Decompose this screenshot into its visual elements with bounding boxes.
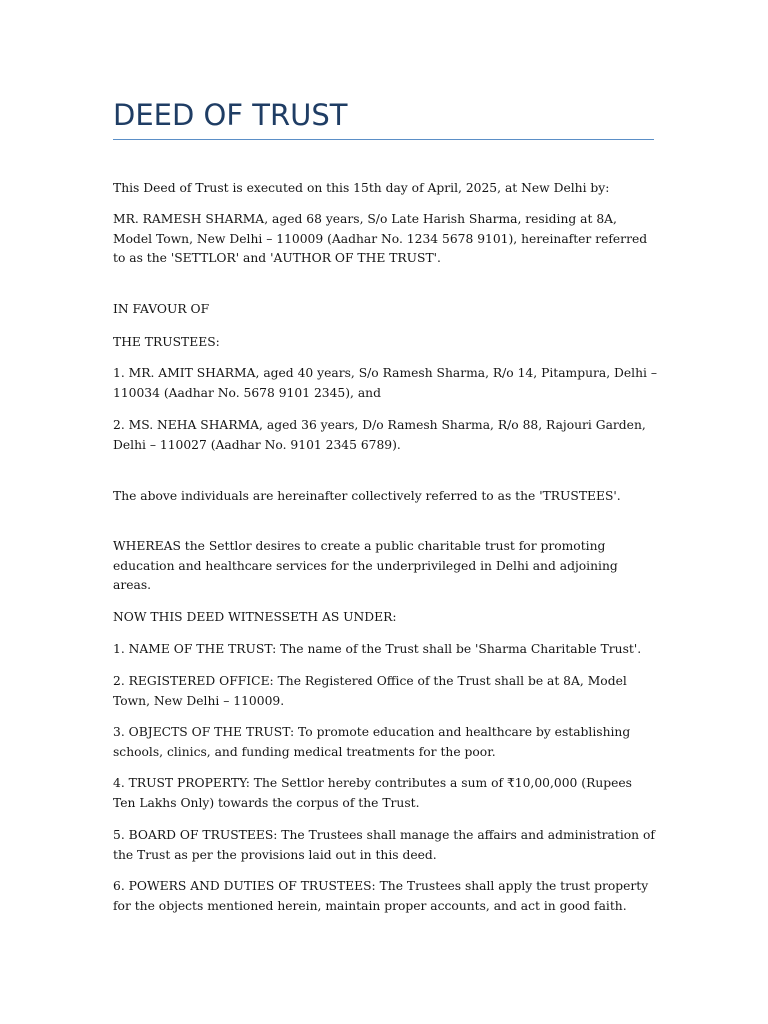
document-title: DEED OF TRUST (113, 98, 348, 132)
whereas-clause: WHEREAS the Settlor desires to create a public charitable trust for promoting education and healthcare services for the underprivileged in Delhi and adjoining areas. (113, 539, 618, 592)
execution-clause: This Deed of Trust is executed on this 15th day of April, 2025, at New Delhi by: (113, 181, 610, 195)
clause-registered-office: 2. REGISTERED OFFICE: The Registered Office of the Trust shall be at 8A, Model Town, New Delhi – 110009. (113, 674, 627, 708)
trustee-1-details: 1. MR. AMIT SHARMA, aged 40 years, S/o Ramesh Sharma, R/o 14, Pitampura, Delhi – 110034 (Aadhar No. 5678 9101 2345), and (113, 366, 658, 400)
title-divider (113, 139, 654, 140)
clause-trust-property: 4. TRUST PROPERTY: The Settlor hereby contributes a sum of ₹10,00,000 (Rupees Ten Lakhs Only) towards the corpus of the Trust. (113, 776, 632, 810)
in-favour-of: IN FAVOUR OF (113, 302, 210, 316)
clause-powers-and-duties: 6. POWERS AND DUTIES OF TRUSTEES: The Trustees shall apply the trust property for the objects mentioned herein, maintain proper accounts, and act in good faith. (113, 879, 649, 913)
clause-board-of-trustees: 5. BOARD OF TRUSTEES: The Trustees shall manage the affairs and administration of the Trust as per the provisions laid out in this deed. (113, 828, 655, 862)
settlor-details: MR. RAMESH SHARMA, aged 68 years, S/o Late Harish Sharma, residing at 8A, Model Town, New Delhi – 110009 (Aadhar No. 1234 5678 9101), hereinafter referred to as the 'SETTLOR' and 'AUTHOR OF THE TRUST'. (113, 212, 648, 265)
trustees-definition: The above individuals are hereinafter collectively referred to as the 'TRUSTEES'. (113, 489, 621, 503)
clause-objects-of-trust: 3. OBJECTS OF THE TRUST: To promote education and healthcare by establishing schools, clinics, and funding medical treatments for the poor. (113, 725, 631, 759)
witnesseth-heading: NOW THIS DEED WITNESSETH AS UNDER: (113, 610, 397, 624)
trustee-2-details: 2. MS. NEHA SHARMA, aged 36 years, D/o Ramesh Sharma, R/o 88, Rajouri Garden, Delhi – 110027 (Aadhar No. 9101 2345 6789). (113, 418, 646, 452)
trustees-heading: THE TRUSTEES: (113, 335, 220, 349)
clause-name-of-trust: 1. NAME OF THE TRUST: The name of the Trust shall be 'Sharma Charitable Trust'. (113, 642, 642, 656)
